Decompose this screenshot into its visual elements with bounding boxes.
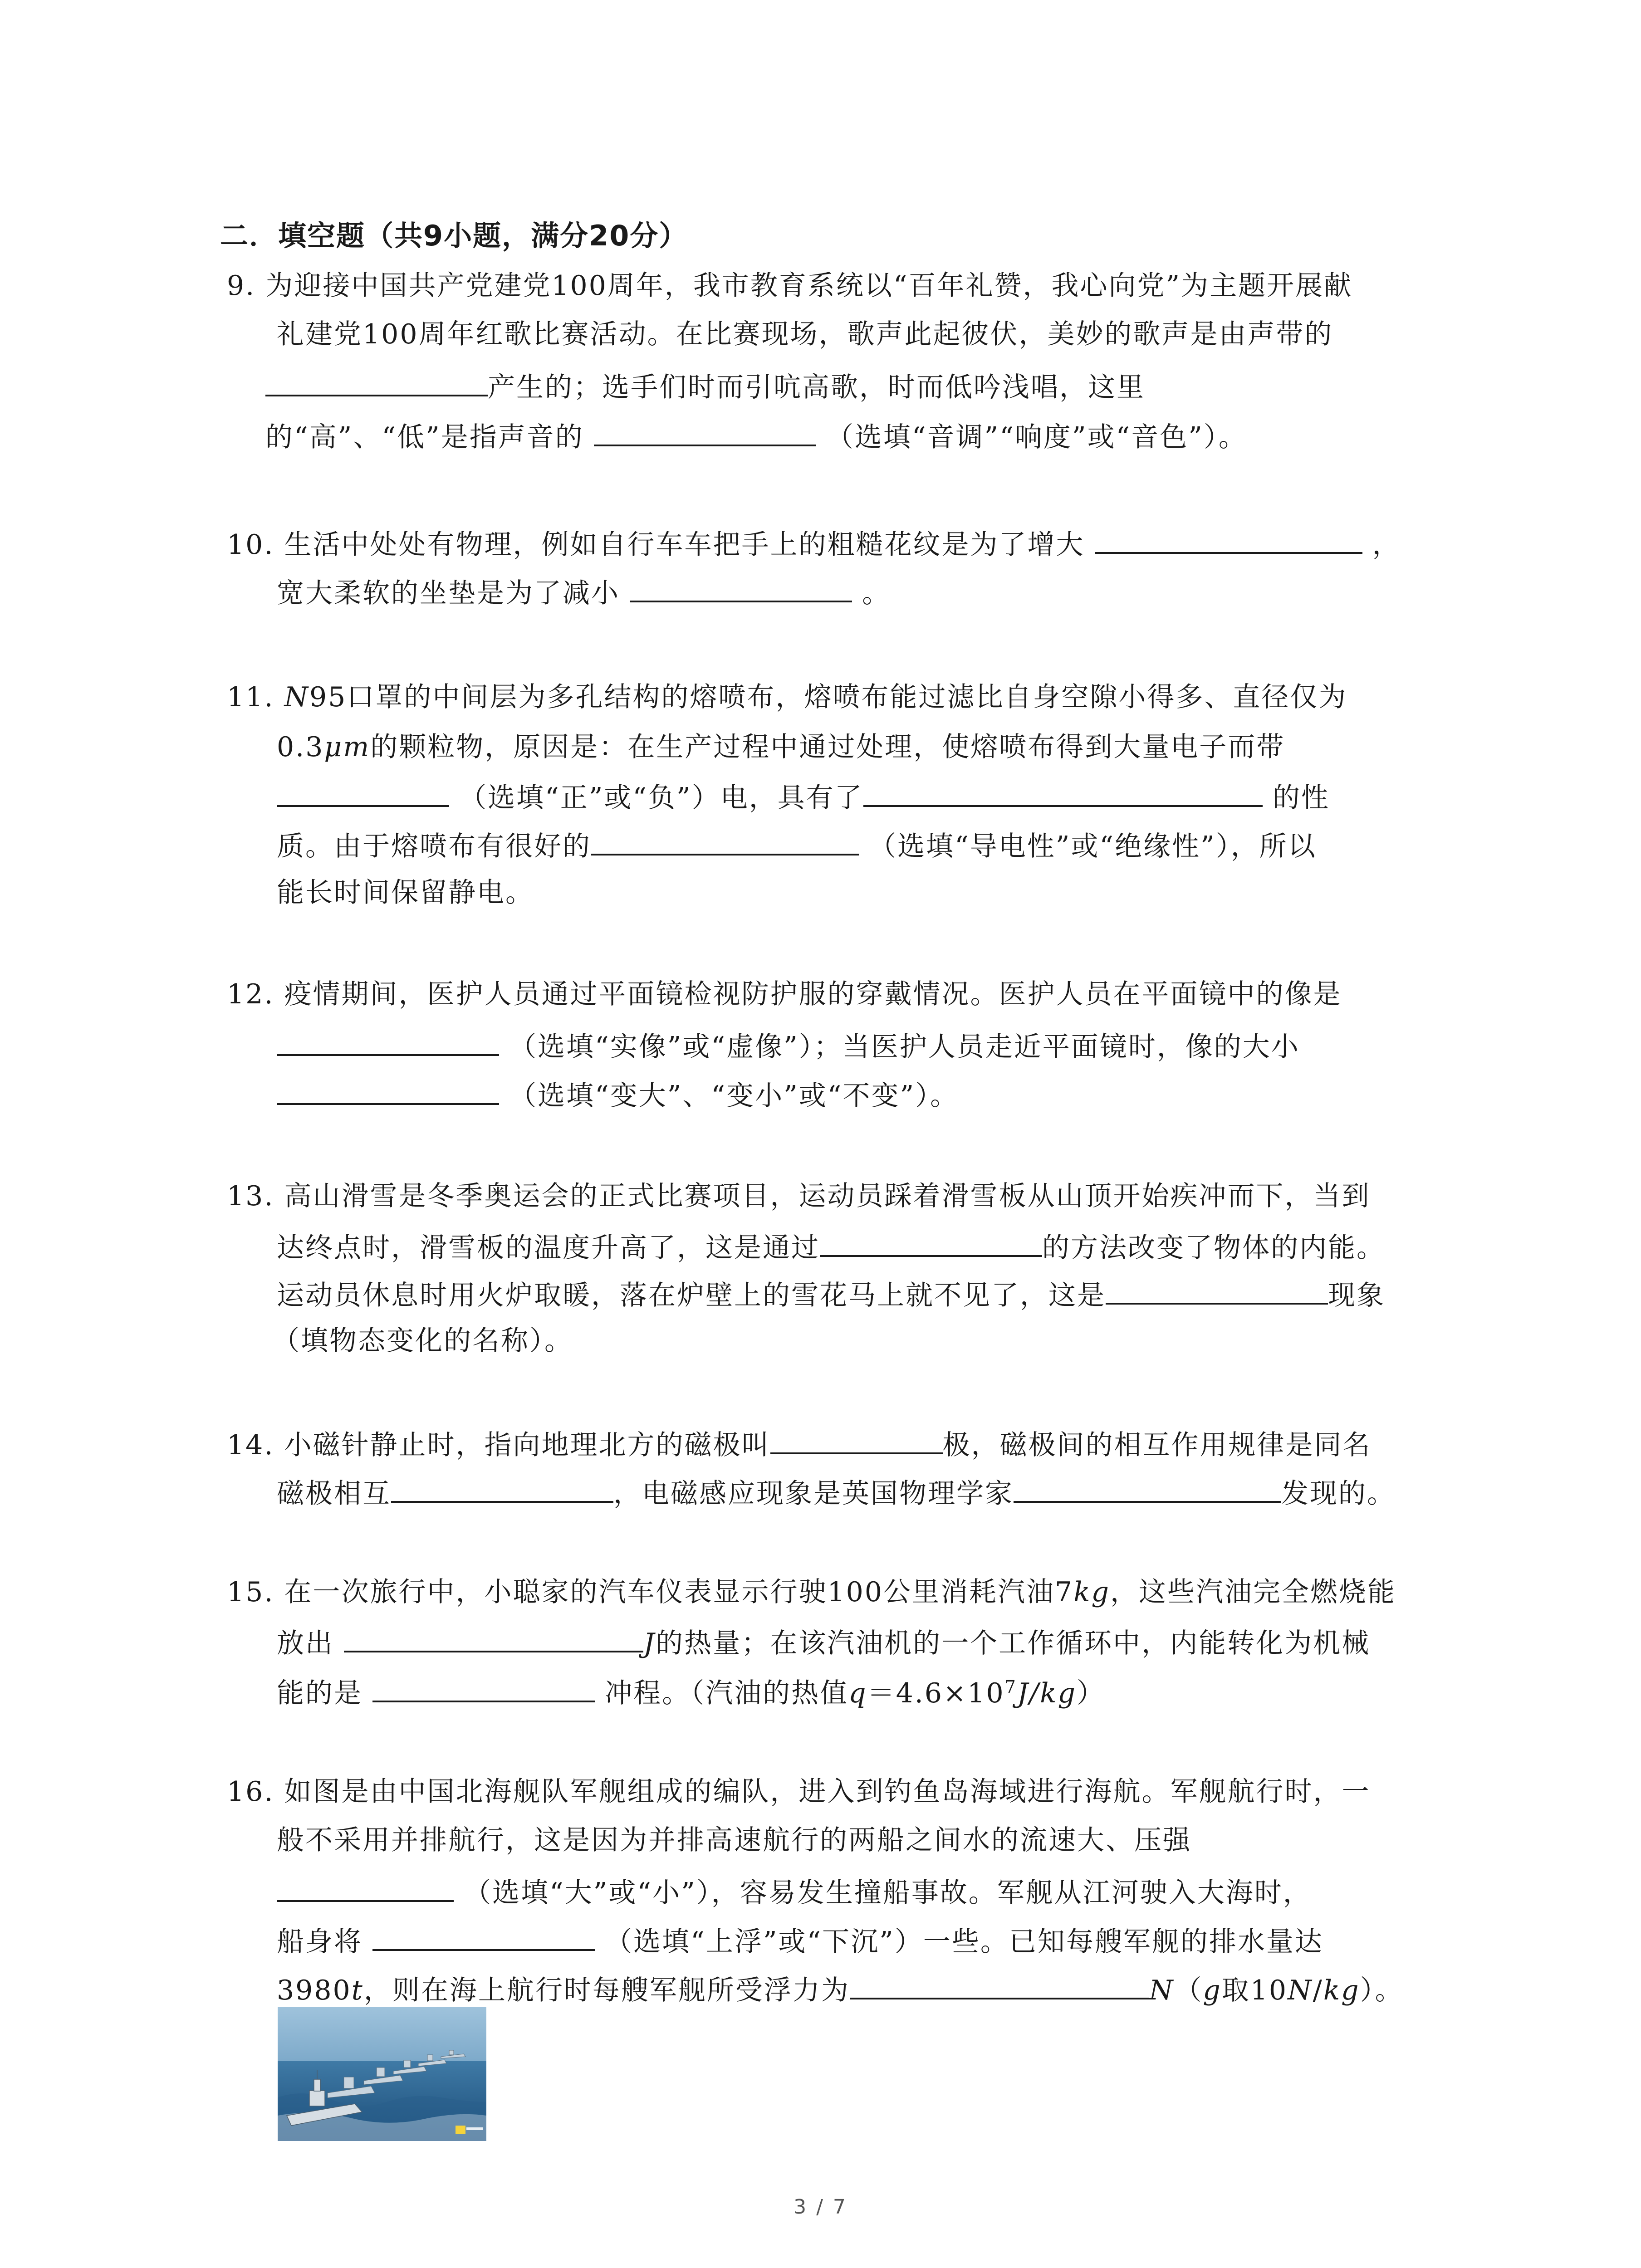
q11-line-2: 0.3μm的颗粒物，原因是：在生产过程中通过处理，使熔喷布得到大量电子而带	[277, 731, 1285, 763]
q9-line-3: 产生的；选手们时而引吭高歌，时而低吟浅唱，这里	[265, 367, 1145, 406]
q13-line-1: 13. 高山滑雪是冬季奥运会的正式比赛项目，运动员踩着滑雪板从山顶开始疾冲而下，当到	[227, 1180, 1371, 1212]
q12-line-1: 12. 疫情期间，医护人员通过平面镜检视防护服的穿戴情况。医护人员在平面镜中的像是	[227, 978, 1342, 1010]
q16-line-2: 般不采用并排航行，这是因为并排高速航行的两船之间水的流速大、压强	[277, 1824, 1191, 1856]
q12-blank-2[interactable]	[277, 1075, 499, 1105]
q16-line-5: 3980t，则在海上航行时每艘军舰所受浮力为 N（g取10N/kg）。	[277, 1970, 1404, 2009]
q13-blank-1[interactable]	[820, 1227, 1042, 1257]
q16-blank-3[interactable]	[850, 1970, 1149, 1999]
q15-blank-1[interactable]	[344, 1623, 643, 1652]
q11-line-4: 质。由于熔喷布有很好的 （选填“导电性”或“绝缘性”），所以	[277, 826, 1317, 865]
q14-line-1: 14. 小磁针静止时，指向地理北方的磁极叫 极，磁极间的相互作用规律是同名	[227, 1424, 1372, 1463]
q11-line-5: 能长时间保留静电。	[277, 877, 534, 909]
q11-blank-1[interactable]	[277, 777, 449, 807]
q12-line-3: （选填“变大”、“变小”或“不变”）。	[277, 1075, 959, 1114]
q14-blank-2[interactable]	[391, 1473, 613, 1503]
q11-blank-2[interactable]	[863, 777, 1263, 807]
q10-line-1: 10. 生活中处处有物理，例如自行车车把手上的粗糙花纹是为了增大 ，	[227, 524, 1401, 563]
q10-blank-1[interactable]	[1095, 524, 1362, 554]
q15-line-2: 放出 J的热量；在该汽油机的一个工作循环中，内能转化为机械	[277, 1623, 1370, 1662]
q12-blank-1[interactable]	[277, 1026, 499, 1056]
warship-fleet-photo	[278, 2007, 486, 2141]
section-title: 二．填空题（共9小题，满分20分）	[220, 219, 688, 252]
q16-blank-2[interactable]	[372, 1921, 595, 1951]
q16-line-4: 船身将 （选填“上浮”或“下沉”）一些。已知每艘军舰的排水量达	[277, 1921, 1323, 1960]
q14-blank-3[interactable]	[1014, 1473, 1281, 1503]
q15-line-3: 能的是 冲程。（汽油的热值$q=4.6\times 10^7J/kg$）	[277, 1672, 1105, 1711]
q9-blank-1[interactable]	[265, 367, 488, 396]
q13-line-3: 运动员休息时用火炉取暖，落在炉壁上的雪花马上就不见了，这是 现象	[277, 1275, 1385, 1314]
q14-line-2: 磁极相互 ，电磁感应现象是英国物理学家 发现的。	[277, 1473, 1396, 1512]
q10-line-2: 宽大柔软的坐垫是为了减小 。	[277, 572, 891, 611]
q16-line-1: 16. 如图是由中国北海舰队军舰组成的编队，进入到钓鱼岛海域进行海航。军舰航行时，一	[227, 1776, 1371, 1808]
q9-line-2: 礼建党100周年红歌比赛活动。在比赛现场，歌声此起彼伏，美妙的歌声是由声带的	[277, 318, 1333, 350]
q11-line-1: 11. N95口罩的中间层为多孔结构的熔喷布，熔喷布能过滤比自身空隙小得多、直径仅为	[227, 681, 1347, 713]
q9-blank-2[interactable]	[594, 416, 816, 446]
q15-blank-2[interactable]	[372, 1672, 595, 1702]
q13-line-2: 达终点时，滑雪板的温度升高了，这是通过 的方法改变了物体的内能。	[277, 1227, 1385, 1266]
q16-blank-1[interactable]	[277, 1872, 454, 1902]
q13-line-4: （填物态变化的名称）。	[272, 1325, 573, 1357]
page-number: 3 / 7	[794, 2195, 847, 2219]
q11-blank-3[interactable]	[591, 826, 859, 855]
q14-blank-1[interactable]	[770, 1424, 943, 1454]
q16-line-3: （选填“大”或“小”），容易发生撞船事故。军舰从江河驶入大海时，	[277, 1872, 1312, 1911]
q15-line-1: 15. 在一次旅行中，小聪家的汽车仪表显示行驶100公里消耗汽油7kg，这些汽油完全燃烧能	[227, 1576, 1396, 1608]
q9-line-4: 的“高”、“低”是指声音的 （选填“音调”“响度”或“音色”）。	[265, 416, 1247, 455]
q9-line-1: 9. 为迎接中国共产党建党100周年，我市教育系统以“百年礼赞，我心向党”为主题开展献	[227, 270, 1353, 302]
q13-blank-2[interactable]	[1106, 1275, 1328, 1305]
q10-blank-2[interactable]	[630, 572, 852, 602]
q11-line-3: （选填“正”或“负”）电，具有了 的性	[277, 777, 1330, 816]
q12-line-2: （选填“实像”或“虚像”）；当医护人员走近平面镜时，像的大小	[277, 1026, 1300, 1065]
